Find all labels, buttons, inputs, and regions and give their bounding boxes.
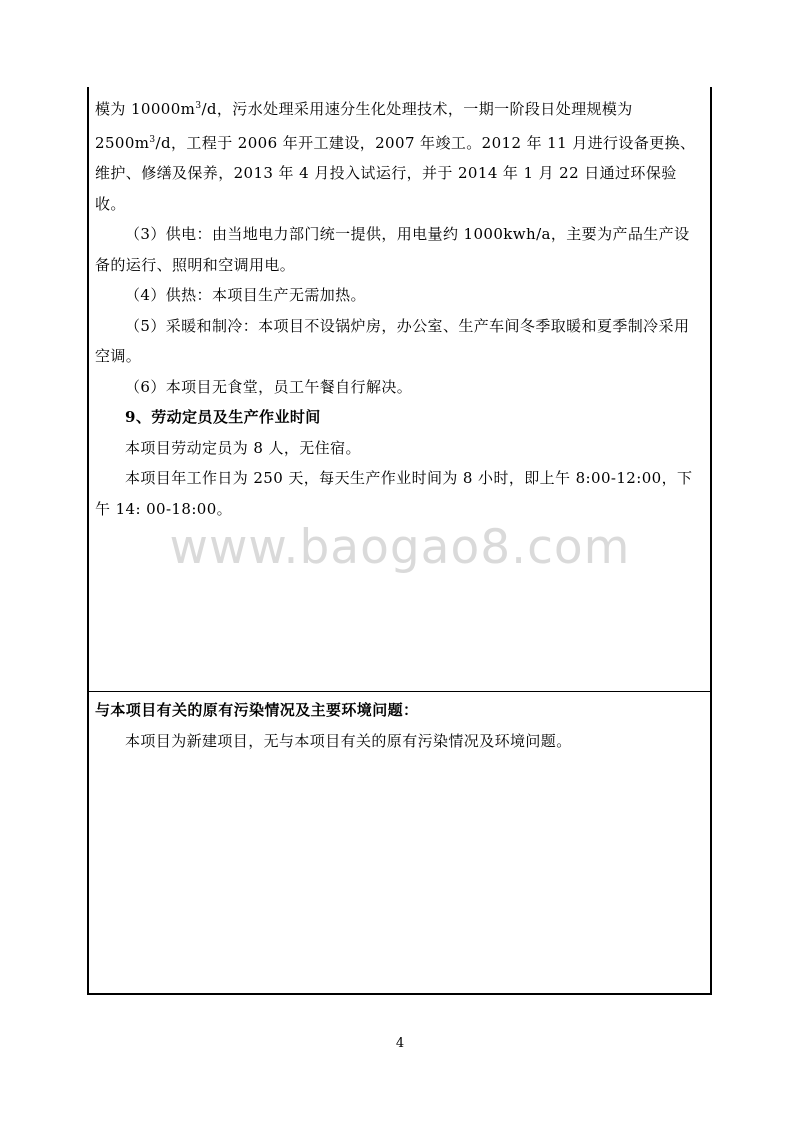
paragraph-canteen: （6）本项目无食堂，员工午餐自行解决。 xyxy=(125,377,413,396)
paragraph-staff: 本项目劳动定员为 8 人，无住宿。 xyxy=(125,438,361,457)
table-cell-project-info xyxy=(95,91,704,524)
table-divider xyxy=(89,691,710,692)
table-cell-pollution xyxy=(95,695,704,756)
watermark: www.baogao8.com xyxy=(169,520,631,575)
paragraph-sewage: 模为 $10000m^3/d$，污水处理采用速分生化处理技术，一期一阶段日处理规模为 $2500m^3/d$，工程于 2006 年开工建设，2007 年竣工。2012 年 11 月进行设备更换、维护、修缮及保养，2013 年 4 月投入试运行，并于 2014 年 1 月 22 日通过环保验收。 xyxy=(95,100,696,213)
paragraph-power: （3）供电：由当地电力部门统一提供，用电量约 1000kwh/a，主要为产品生产设备的运行、照明和空调用电。 xyxy=(95,225,690,274)
section-heading-9: 9、劳动定员及生产作业时间 xyxy=(125,408,321,426)
paragraph-schedule: 本项目年工作日为 250 天，每天生产作业时间为 8 小时，即上午 8:00-12:00，下午 14: 00-18:00。 xyxy=(95,469,693,518)
paragraph-hvac: （5）采暖和制冷：本项目不设锅炉房，办公室、生产车间冬季取暖和夏季制冷采用空调。 xyxy=(95,316,690,365)
paragraph-heating: （4）供热：本项目生产无需加热。 xyxy=(125,286,366,304)
page-number: 4 xyxy=(395,1036,405,1051)
section-heading-pollution: 与本项目有关的原有污染情况及主要环境问题： xyxy=(95,701,419,719)
paragraph-pollution: 本项目为新建项目，无与本项目有关的原有污染情况及环境问题。 xyxy=(125,731,572,750)
